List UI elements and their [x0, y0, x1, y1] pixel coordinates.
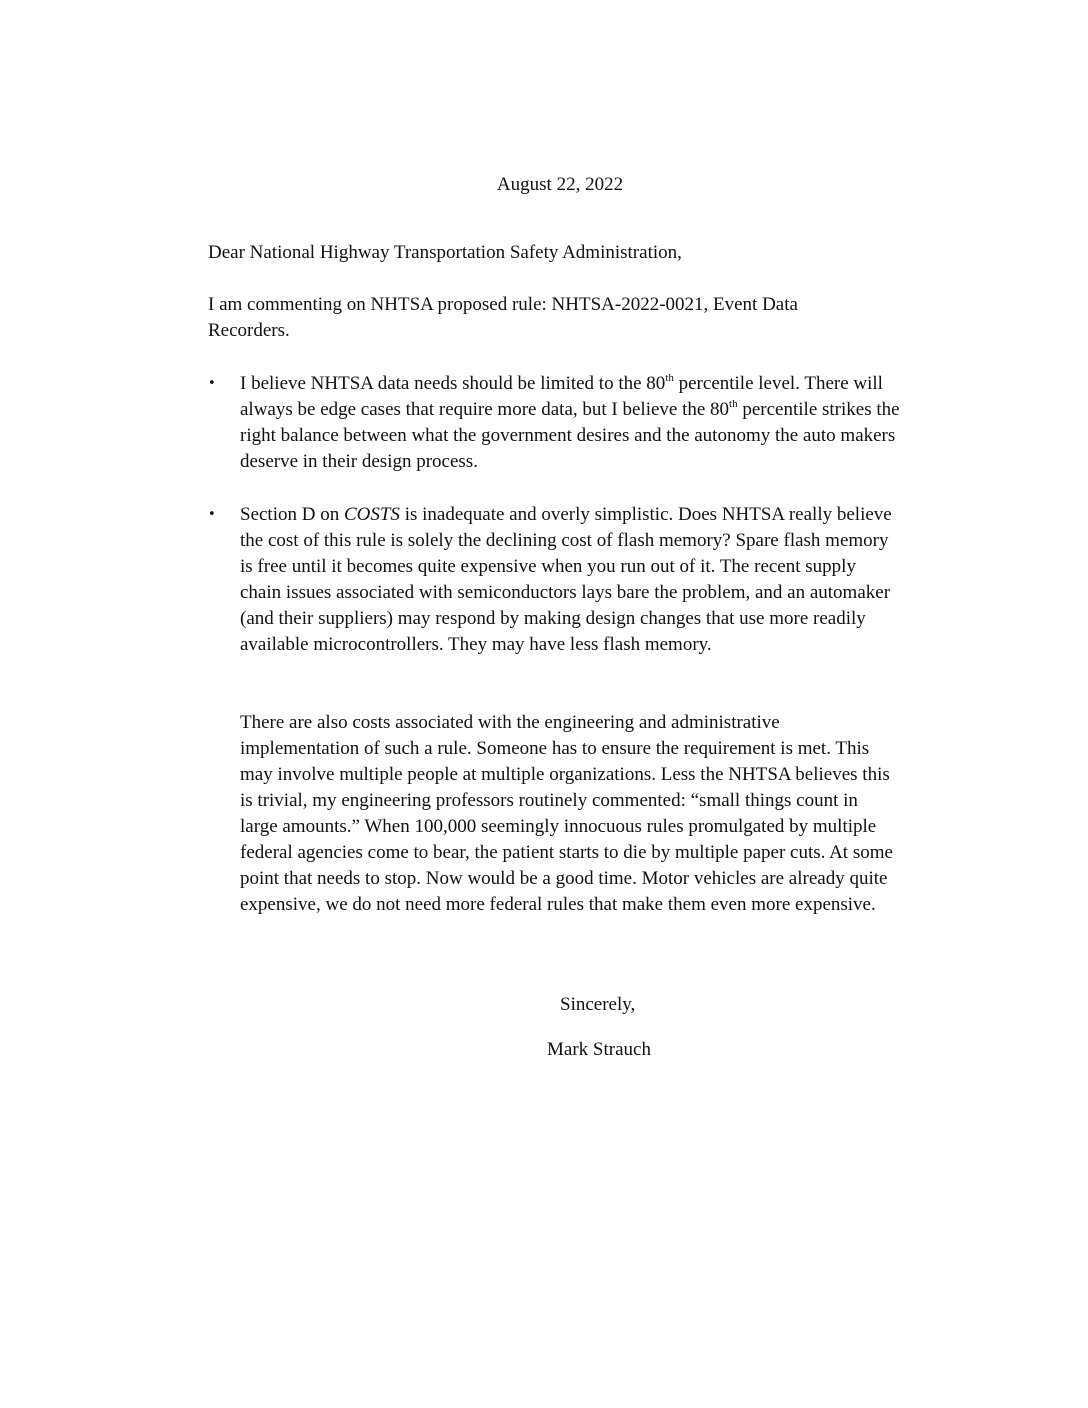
- bullet-text-part: percentile level. There will always be edge cases that require more data, but I believe the 80: [240, 373, 883, 420]
- ordinal-superscript: th: [665, 372, 674, 384]
- bullet-text: [240, 502, 900, 658]
- bullet-text: [240, 371, 900, 475]
- bullet-icon: •: [208, 507, 216, 522]
- salutation: Dear National Highway Transportation Safety Administration,: [208, 242, 682, 263]
- bullet-text-part: is inadequate and overly simplistic. Does NHTSA really believe the cost of this rule is solely the declining cost of flash memory? Spare flash memory is free until it becomes quite expensive when you run out of it. The recent supply chain issues associated with semiconductors lays bare the problem, and an automaker (and their suppliers) may respond by making design changes that use more readily available microcontrollers. They may have less flash memory.: [240, 504, 892, 655]
- letter-date: August 22, 2022: [496, 174, 624, 195]
- bullet-icon: •: [208, 376, 216, 391]
- closing: Sincerely,: [560, 994, 636, 1015]
- costs-emphasis: COSTS: [343, 504, 400, 525]
- costs-continuation-paragraph: There are also costs associated with the engineering and administrative implementation of such a rule. Someone has to ensure the requirement is met. This may involve multiple people at multiple organizations. Less the NHTSA believes this is trivial, my engineering professors routinely commented: “small things count in large amounts.” When 100,000 seemingly innocuous rules promulgated by multiple federal agencies come to bear, the patient starts to die by multiple paper cuts. At some point that needs to stop. Now would be a good time. Motor vehicles are already quite expensive, we do not need more federal rules that make them even more expensive.: [240, 712, 893, 915]
- ordinal-superscript: th: [729, 398, 738, 410]
- bullet-text-part: Section D on: [240, 504, 344, 525]
- intro-paragraph: I am commenting on NHTSA proposed rule: NHTSA-2022-0021, Event Data Recorders.: [208, 294, 798, 341]
- signature-name: Mark Strauch: [547, 1039, 651, 1060]
- bullet-text-part: I believe NHTSA data needs should be limited to the 80: [240, 373, 666, 394]
- bullet-text-part: percentile strikes the right balance between what the government desires and the autonomy the auto makers deserve in their design process.: [240, 399, 900, 472]
